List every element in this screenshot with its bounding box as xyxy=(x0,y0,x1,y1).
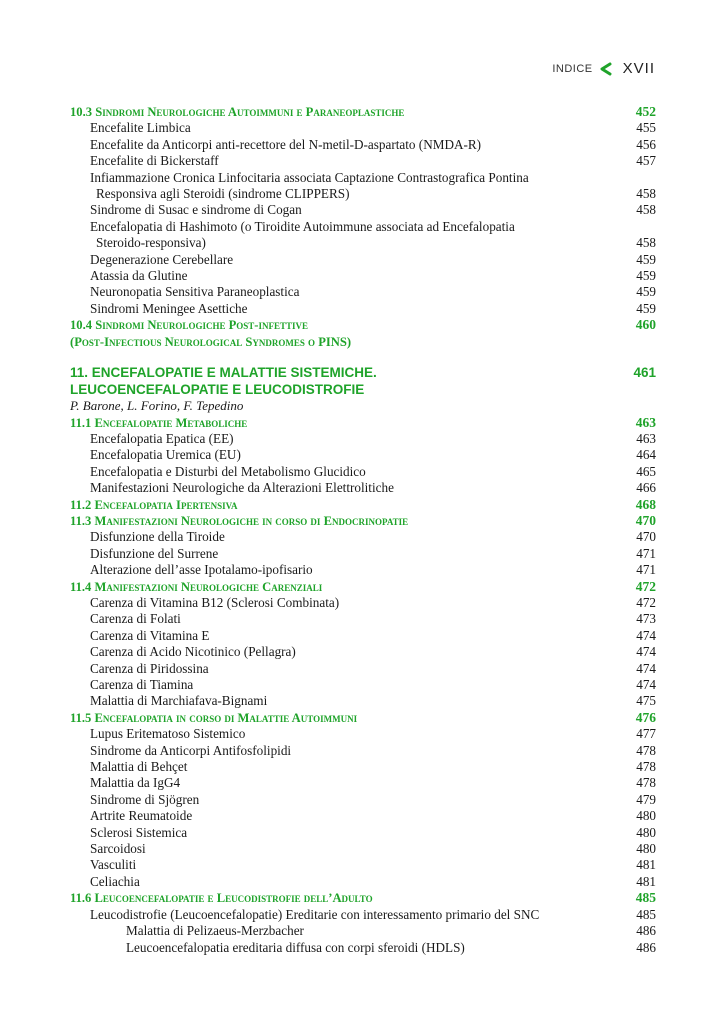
entry-page: 480 xyxy=(636,808,656,824)
toc-entry[interactable] xyxy=(70,153,656,169)
entry-title: Sindrome da Anticorpi Antifosfolipidi xyxy=(90,742,292,758)
toc-section-11-1[interactable] xyxy=(70,415,656,431)
entry-page: 486 xyxy=(636,939,656,955)
toc-entry[interactable] xyxy=(70,464,656,480)
entry-title: Encefalopatia di Hashimoto (o Tiroidite Autoimmune associata ad Encefalopatia xyxy=(90,218,515,234)
entry-page: 481 xyxy=(636,873,656,889)
entry-page: 459 xyxy=(636,300,656,316)
section-title: 11.5 Encefalopatia in corso di Malattie Autoimmuni xyxy=(70,710,358,725)
toc-section-10-3[interactable] xyxy=(70,104,656,120)
entry-title: Sindrome di Sjögren xyxy=(90,791,200,807)
entry-page: 471 xyxy=(636,562,656,578)
toc-entry-continuation[interactable] xyxy=(70,235,656,251)
chevron-left-icon xyxy=(599,62,613,76)
toc-entry[interactable] xyxy=(70,529,656,545)
entry-title: Artrite Reumatoide xyxy=(90,808,193,824)
entry-page: 458 xyxy=(636,186,656,202)
entry-title: Encefalopatia Epatica (EE) xyxy=(90,430,234,446)
entry-title: Carenza di Vitamina E xyxy=(90,627,210,643)
section-title: 11.4 Manifestazioni Neurologiche Carenziali xyxy=(70,579,323,594)
section-title-continuation: (Post-Infectious Neurological Syndromes o PINS) xyxy=(70,334,352,349)
entry-title: Leucodistrofie (Leucoencefalopatie) Ereditarie con interessamento primario del SNC xyxy=(90,906,540,922)
entry-title: Encefalopatia Uremica (EU) xyxy=(90,447,241,463)
toc-chapter-11-line2[interactable] xyxy=(70,382,656,399)
toc-entry[interactable] xyxy=(70,268,656,284)
page-number: XVII xyxy=(622,60,655,77)
toc-entry[interactable] xyxy=(70,202,656,218)
toc-entry[interactable] xyxy=(70,562,656,578)
entry-page: 485 xyxy=(636,906,656,922)
entry-title: Sarcoidosi xyxy=(90,841,146,857)
entry-title: Carenza di Folati xyxy=(90,611,181,627)
entry-title: Malattia di Behçet xyxy=(90,759,188,775)
entry-title: Sclerosi Sistemica xyxy=(90,824,188,840)
entry-page: 464 xyxy=(636,447,656,463)
toc-entry[interactable] xyxy=(70,480,656,496)
entry-title: Carenza di Vitamina B12 (Sclerosi Combinata) xyxy=(90,594,340,610)
section-10-3-entries xyxy=(70,120,656,317)
entry-title: Celiachia xyxy=(90,873,140,889)
entry-title: Encefalite Limbica xyxy=(90,120,191,136)
chapter-authors: P. Barone, L. Forino, F. Tepedino xyxy=(70,398,244,414)
entry-page: 463 xyxy=(636,430,656,446)
chapter-page: 461 xyxy=(633,365,656,381)
entry-title: Malattia di Marchiafava-Bignami xyxy=(90,693,268,709)
toc-entry[interactable] xyxy=(70,595,656,611)
section-title: 11.3 Manifestazioni Neurologiche in corso di Endocrinopatie xyxy=(70,513,409,528)
entry-page: 474 xyxy=(636,644,656,660)
entry-page: 480 xyxy=(636,824,656,840)
entry-page: 478 xyxy=(636,759,656,775)
entry-title: Alterazione dell’asse Ipotalamo-ipofisario xyxy=(90,562,313,578)
entry-page: 456 xyxy=(636,136,656,152)
toc-entry[interactable] xyxy=(70,447,656,463)
toc-entry[interactable] xyxy=(70,301,656,317)
toc-entry[interactable] xyxy=(70,726,656,742)
toc-entry[interactable] xyxy=(70,628,656,644)
entry-page: 478 xyxy=(636,775,656,791)
toc-section-11-5[interactable] xyxy=(70,710,656,726)
section-title: 11.6 Leucoencefalopatie e Leucodistrofie dell’Adulto xyxy=(70,891,373,906)
toc-entry[interactable] xyxy=(70,677,656,693)
entry-title: Infiammazione Cronica Linfocitaria associata Captazione Contrastografica Pontina xyxy=(90,169,529,185)
entry-page: 479 xyxy=(636,791,656,807)
entry-title: Neuronopatia Sensitiva Paraneoplastica xyxy=(90,284,300,300)
entry-page: 459 xyxy=(636,251,656,267)
toc-entry[interactable] xyxy=(70,661,656,677)
entry-title: Lupus Eritematoso Sistemico xyxy=(90,726,246,742)
entry-page: 458 xyxy=(636,235,656,251)
entry-title: Carenza di Tiamina xyxy=(90,677,194,692)
toc-section-11-3[interactable] xyxy=(70,513,656,529)
header-label: INDICE xyxy=(552,62,593,75)
toc-entry[interactable] xyxy=(70,170,656,186)
entry-title: Leucoencefalopatia ereditaria diffusa con corpi sferoidi (HDLS) xyxy=(126,939,465,955)
section-page: 470 xyxy=(635,512,656,528)
entry-page: 478 xyxy=(636,742,656,758)
entry-title: Vasculiti xyxy=(90,857,137,873)
section-page: 485 xyxy=(635,890,656,906)
entry-page: 473 xyxy=(636,611,656,627)
toc-entry[interactable] xyxy=(70,120,656,136)
toc-entry[interactable] xyxy=(70,792,656,808)
toc-entry[interactable] xyxy=(70,431,656,447)
entry-page: 475 xyxy=(636,693,656,709)
toc-entry[interactable] xyxy=(70,644,656,660)
entry-page: 459 xyxy=(636,268,656,284)
running-header xyxy=(552,60,655,77)
toc-section-11-4[interactable] xyxy=(70,579,656,595)
entry-page: 459 xyxy=(636,284,656,300)
toc-entry[interactable] xyxy=(70,743,656,759)
entry-page: 477 xyxy=(636,726,656,742)
toc-section-10-4[interactable] xyxy=(70,317,656,333)
section-title: 10.3 Sindromi Neurologiche Autoimmuni e Paraneoplastiche xyxy=(70,105,405,119)
entry-title: Responsiva agli Steroidi (sindrome CLIPPERS) xyxy=(96,186,350,202)
toc-subentry[interactable] xyxy=(70,940,656,956)
entry-page: 480 xyxy=(636,841,656,857)
table-of-contents xyxy=(70,104,656,956)
toc-section-11-2[interactable] xyxy=(70,497,656,513)
entry-title: Carenza di Acido Nicotinico (Pellagra) xyxy=(90,644,296,660)
entry-page: 465 xyxy=(636,463,656,479)
toc-entry[interactable] xyxy=(70,252,656,268)
toc-entry[interactable] xyxy=(70,611,656,627)
section-page: 472 xyxy=(635,578,656,594)
entry-page: 474 xyxy=(636,677,656,692)
toc-entry[interactable] xyxy=(70,841,656,857)
entry-title: Disfunzione del Surrene xyxy=(90,545,219,561)
chapter-title-continuation: LEUCOENCEFALOPATIE E LEUCODISTROFIE xyxy=(70,381,365,397)
entry-title: Encefalopatia e Disturbi del Metabolismo Glucidico xyxy=(90,463,366,479)
entry-page: 472 xyxy=(636,594,656,610)
toc-entry[interactable] xyxy=(70,137,656,153)
toc-entry[interactable] xyxy=(70,284,656,300)
toc-entry[interactable] xyxy=(70,874,656,890)
entry-title: Malattia da IgG4 xyxy=(90,775,181,791)
toc-entry[interactable] xyxy=(70,219,656,235)
entry-page: 481 xyxy=(636,857,656,873)
toc-entry[interactable] xyxy=(70,857,656,873)
entry-page: 486 xyxy=(636,923,656,939)
toc-section-10-4-subtitle[interactable] xyxy=(70,334,656,350)
chapter-title: 11. ENCEFALOPATIE E MALATTIE SISTEMICHE. xyxy=(70,365,377,381)
section-page: 460 xyxy=(635,317,656,333)
toc-entry[interactable] xyxy=(70,546,656,562)
entry-page: 455 xyxy=(636,120,656,136)
entry-page: 457 xyxy=(636,153,656,169)
toc-entry[interactable] xyxy=(70,825,656,841)
entry-title: Atassia da Glutine xyxy=(90,268,188,284)
section-page: 452 xyxy=(635,104,656,119)
toc-section-11-6[interactable] xyxy=(70,890,656,906)
entry-title: Malattia di Pelizaeus-Merzbacher xyxy=(126,923,304,939)
entry-title: Sindromi Meningee Asettiche xyxy=(90,300,248,316)
section-title: 11.1 Encefalopatie Metaboliche xyxy=(70,415,248,430)
entry-title: Manifestazioni Neurologiche da Alterazioni Elettrolitiche xyxy=(90,480,394,496)
entry-page: 474 xyxy=(636,660,656,676)
entry-title: Steroido-responsiva) xyxy=(96,235,206,251)
entry-page: 466 xyxy=(636,480,656,496)
section-title: 10.4 Sindromi Neurologiche Post-infettive xyxy=(70,318,309,333)
entry-title: Encefalite di Bickerstaff xyxy=(90,153,219,169)
entry-title: Sindrome di Susac e sindrome di Cogan xyxy=(90,202,302,218)
entry-title: Disfunzione della Tiroide xyxy=(90,529,225,545)
entry-page: 474 xyxy=(636,627,656,643)
toc-entry[interactable] xyxy=(70,808,656,824)
toc-entry[interactable] xyxy=(70,775,656,791)
entry-page: 458 xyxy=(636,202,656,218)
entry-title: Degenerazione Cerebellare xyxy=(90,251,234,267)
toc-chapter-11[interactable] xyxy=(70,365,656,382)
entry-title: Encefalite da Anticorpi anti-recettore del N-metil-D-aspartato (NMDA-R) xyxy=(90,136,482,152)
entry-page: 471 xyxy=(636,545,656,561)
entry-title: Carenza di Piridossina xyxy=(90,660,209,676)
section-page: 476 xyxy=(635,709,656,725)
entry-page: 470 xyxy=(636,529,656,545)
section-title: 11.2 Encefalopatia Ipertensiva xyxy=(70,497,238,512)
section-page: 463 xyxy=(635,414,656,430)
toc-entry-continuation[interactable] xyxy=(70,186,656,202)
toc-entry[interactable] xyxy=(70,759,656,775)
toc-entry[interactable] xyxy=(70,693,656,709)
toc-subentry[interactable] xyxy=(70,923,656,939)
toc-entry[interactable] xyxy=(70,907,656,923)
section-page: 468 xyxy=(635,496,656,512)
